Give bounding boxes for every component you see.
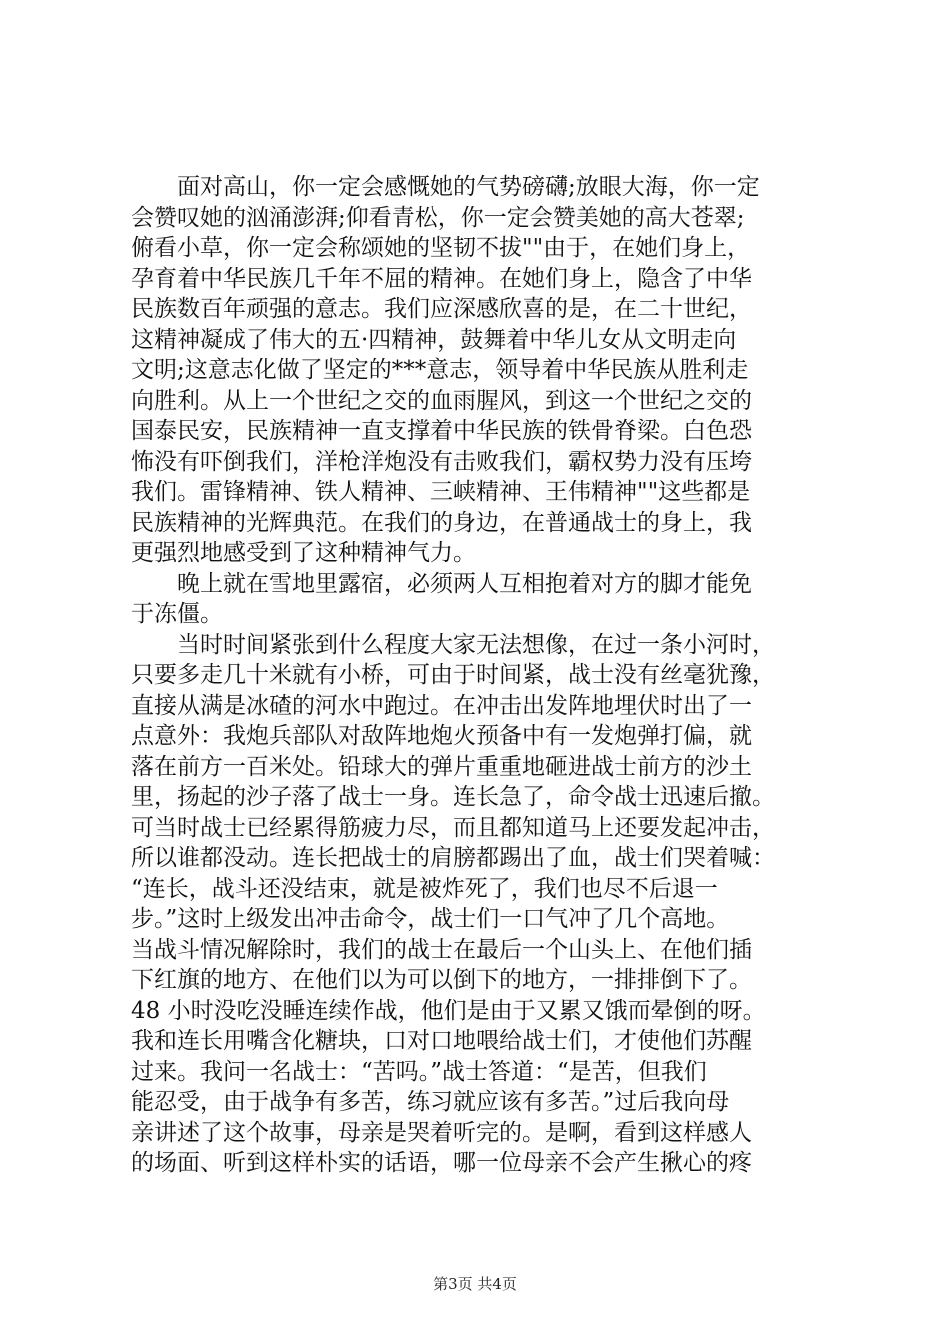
text-line: 文明;这意志化做了坚定的***意志，领导着中华民族从胜利走	[131, 357, 749, 383]
text-line: 下红旗的地方、在他们以为可以倒下的地方，一排排倒下了。	[131, 967, 752, 993]
text-line: 面对高山，你一定会感慨她的气势磅礴;放眼大海，你一定	[177, 174, 760, 200]
text-line: 我和连长用嘴含化糖块，口对口地喂给战士们，才使他们苏醒	[131, 1028, 752, 1054]
text-line: 直接从满是冰碴的河水中跑过。在冲击出发阵地埋伏时出了一	[131, 692, 752, 719]
page-footer: 第3页 共4页	[433, 1275, 517, 1293]
body-text	[131, 172, 831, 1179]
text-line: 点意外：我炮兵部队对敌阵地炮火预备中有一发炮弹打偏，就	[131, 723, 752, 749]
text-line: 孕育着中华民族几千年不屈的精神。在她们身上，隐含了中华	[131, 265, 752, 292]
text-line: 的场面、听到这样朴实的话语，哪一位母亲不会产生揪心的疼	[131, 1150, 752, 1176]
text-line: 这精神凝成了伟大的五·四精神，鼓舞着中华儿女从文明走向	[131, 326, 737, 353]
text-line: 向胜利。从上一个世纪之交的血雨腥风，到这一个世纪之交的	[131, 387, 752, 414]
text-line: 俯看小草，你一定会称颂她的坚韧不拔""由于，在她们身上，	[131, 235, 751, 261]
text-line: 国泰民安，民族精神一直支撑着中华民族的铁骨脊梁。白色恐	[131, 418, 752, 444]
text-line: 更强烈地感受到了这种精神气力。	[131, 540, 476, 566]
text-line: 当战斗情况解除时，我们的战士在最后一个山头上、在他们插	[131, 936, 752, 963]
text-line: 能忍受，由于战争有多苦，练习就应该有多苦。”过后我向母	[131, 1089, 730, 1115]
text-line: 当时时间紧张到什么程度大家无法想像，在过一条小河时，	[177, 631, 775, 658]
text-line: 亲讲述了这个故事，母亲是哭着听完的。是啊，看到这样感人	[131, 1119, 752, 1146]
text-line: “连长，战斗还没结束，就是被炸死了，我们也尽不后退一	[131, 875, 718, 902]
text-line: 会赞叹她的汹涌澎湃;仰看青松，你一定会赞美她的高大苍翠;	[131, 204, 745, 231]
text-line: 48 小时没吃没睡连续作战，他们是由于又累又饿而晕倒的呀。	[131, 997, 766, 1024]
text-line: 所以谁都没动。连长把战士的肩膀都踢出了血，战士们哭着喊：	[131, 845, 775, 871]
text-line: 怖没有吓倒我们，洋枪洋炮没有击败我们，霸权势力没有压垮	[131, 448, 752, 475]
text-line: 于冻僵。	[131, 601, 223, 627]
text-line: 步。”这时上级发出冲击命令，战士们一口气冲了几个高地。	[131, 906, 730, 932]
text-line: 只要多走几十米就有小桥，可由于时间紧，战士没有丝毫犹豫，	[131, 662, 775, 688]
text-line: 里，扬起的沙子落了战士一身。连长急了，命令战士迅速后撤。	[131, 784, 775, 810]
text-line: 我们。雷锋精神、铁人精神、三峡精神、王伟精神""这些都是	[131, 479, 751, 505]
text-line: 民族精神的光辉典范。在我们的身边，在普通战士的身上，我	[131, 509, 752, 536]
text-line: 晚上就在雪地里露宿，必须两人互相抱着对方的脚才能免	[177, 570, 752, 597]
text-line: 落在前方一百米处。铅球大的弹片重重地砸进战士前方的沙土	[131, 753, 752, 780]
text-line: 过来。我问一名战士：“苦吗。”战士答道：“是苦，但我们	[131, 1058, 707, 1085]
text-line: 民族数百年顽强的意志。我们应深感欣喜的是，在二十世纪，	[131, 296, 752, 322]
text-line: 可当时战士已经累得筋疲力尽，而且都知道马上还要发起冲击，	[131, 814, 775, 841]
